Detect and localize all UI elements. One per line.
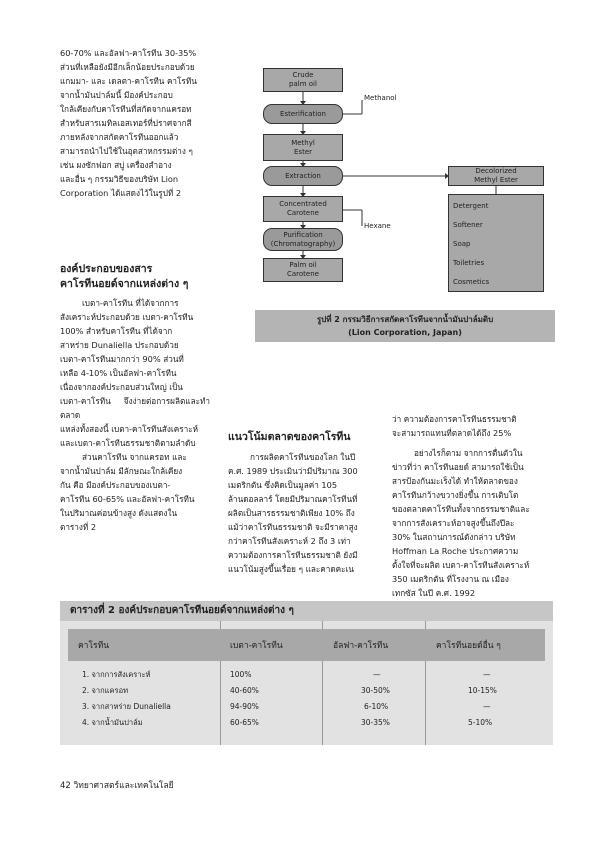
text-line: สามารถนำไปใช้ในอุตสาหกรรมต่าง ๆ bbox=[60, 146, 193, 156]
box-label: Carotene bbox=[287, 209, 319, 217]
table-cell: 40-60% bbox=[230, 686, 259, 695]
text-line: ตารางที่ 2 bbox=[60, 522, 97, 532]
page-footer: 42 วิทยาศาสตร์และเทคโนโลยี bbox=[60, 781, 174, 791]
text-line: แหล่งทั้งสองนี้ เบตา-คาโรทีนสังเคราะห์ bbox=[60, 424, 198, 434]
heading-line: คาโรทีนอยด์จากแหล่งต่าง ๆ bbox=[60, 278, 189, 290]
header-cell: อัลฟา-คาโรทีน bbox=[333, 641, 389, 651]
box-label: palm oil bbox=[289, 80, 317, 88]
table-cell: 10-15% bbox=[468, 686, 497, 695]
text-line: สังเคราะห์ประกอบด้วย เบตา-คาโรทีน bbox=[60, 312, 194, 322]
text-line: จากการสังเคราะห์อาจสูงขึ้นถึงปีละ bbox=[392, 518, 515, 528]
text-line: และอื่น ๆ กรรมวิธีของบริษัท Lion bbox=[60, 174, 179, 184]
text-line: เช่น ผงซักฟอก สบู่ เครื่องสำอาง bbox=[60, 160, 172, 170]
text-line: ความต้องการคาโรทีนธรรมชาติ ยังมี bbox=[228, 550, 358, 560]
text-line: ในปริมาณค่อนข้างสูง ดังแสดงใน bbox=[60, 508, 178, 518]
box-label: Decolorized bbox=[475, 167, 517, 175]
flow-products-box bbox=[448, 194, 544, 292]
text-line: เมตริกตัน ซึ่งคิดเป็นมูลค่า 105 bbox=[228, 480, 338, 490]
box-label: Extraction bbox=[285, 171, 321, 180]
table-row bbox=[68, 699, 545, 714]
text-line: ใกล้เคียงกับคาโรทีนที่สกัดจากแครอท bbox=[60, 104, 192, 114]
text-line: ภายหลังจากสกัดคาโรทีนออกแล้ว bbox=[60, 132, 179, 142]
text-line: 350 เมตริกตัน ที่โรงงาน ณ เมือง bbox=[392, 574, 509, 584]
figure-caption bbox=[255, 310, 555, 342]
text-line: ล้านดอลลาร์ โดยมีปริมาณคาโรทีนที่ bbox=[228, 494, 358, 504]
caption-source: (Lion Corporation, Japan) bbox=[348, 328, 462, 337]
product-item: Soap bbox=[453, 240, 471, 248]
box-label: Purification bbox=[283, 230, 323, 239]
text-line: ข่าวที่ว่า คาโรทีนอยด์ สามารถใช้เป็น bbox=[392, 462, 524, 472]
product-item: Cosmetics bbox=[453, 278, 490, 286]
col3-market-text bbox=[392, 412, 542, 600]
col1-intro-text bbox=[60, 46, 210, 200]
text-line: เหลือ 4-10% เป็นอัลฟา-คาโรทีน bbox=[60, 368, 177, 378]
text-line: คาโรทีน 60-65% และอัลฟา-คาโรทีน bbox=[60, 494, 195, 504]
text-line: แกมมา- และ เดลตา-คาโรทีน คาโรทีน bbox=[60, 76, 197, 86]
text-line: เบตา-คาโรทีน จึงง่ายต่อการผลิตและทำตลาด bbox=[60, 396, 210, 420]
table-cell: 60-65% bbox=[230, 718, 259, 727]
text-line: จะสามารถแทนที่ตลาดได้ถึง 25% bbox=[392, 428, 512, 438]
text-line: จากน้ำมันปาล์ม มีลักษณะใกล้เคียง bbox=[60, 466, 183, 476]
table-cell: 3. จากสาหร่าย Dunaliella bbox=[82, 701, 171, 711]
table-row bbox=[68, 715, 545, 730]
text-line: Corporation ได้แสดงไว้ในรูปที่ 2 bbox=[60, 188, 182, 198]
table-cell: 94-90% bbox=[230, 702, 259, 711]
text-line: ส่วนที่เหลือยังมีอีกเล็กน้อยประกอบด้วย bbox=[60, 62, 195, 72]
box-label: Concentrated bbox=[279, 200, 327, 208]
text-line: ว่า ความต้องการคาโรทีนธรรมชาติ bbox=[392, 414, 517, 424]
text-line: สำหรับสารเมทิลเอสเทอร์ที่ปราศจากสี bbox=[60, 118, 192, 128]
box-label: (Chromatography) bbox=[270, 239, 336, 248]
caption-title: รูปที่ 2 กรรมวิธีการสกัดคาโรทีนจากน้ำมันปาล์มดิบ bbox=[316, 315, 494, 324]
box-label: Ester bbox=[294, 147, 312, 156]
text-line: คาโรทีนกว้างขวางยิ่งขึ้น การเติบโต bbox=[392, 490, 519, 500]
table-cell: 100% bbox=[230, 670, 252, 679]
text-line: ค.ศ. 1989 ประเมินว่ามีปริมาณ 300 bbox=[228, 466, 358, 476]
flow-palm-oil-carotene bbox=[263, 258, 343, 282]
table-cell: 30-35% bbox=[361, 718, 390, 727]
product-item: Detergent bbox=[453, 202, 489, 210]
section-heading-market: แนวโน้มตลาดของคาโรทีน bbox=[228, 431, 351, 443]
heading-line: องค์ประกอบของสาร bbox=[60, 263, 153, 275]
table-cell: — bbox=[483, 702, 491, 711]
text-line: จากน้ำมันปาล์มนี้ มีองค์ประกอบ bbox=[60, 90, 173, 100]
text-line: เทกซัส ในปี ค.ศ. 1992 bbox=[392, 588, 476, 598]
table-cell: 4. จากน้ำมันปาล์ม bbox=[82, 717, 143, 727]
table-cell: 6-10% bbox=[364, 702, 389, 711]
flow-purification bbox=[263, 228, 343, 251]
table-row bbox=[68, 667, 545, 682]
text-line: แนวโน้มสูงขึ้นเรื่อย ๆ และคาดคะเน bbox=[228, 564, 354, 574]
flow-esterification bbox=[263, 104, 343, 124]
table-cell: 30-50% bbox=[361, 686, 390, 695]
text-line: ผลิตเป็นสารธรรมชาติเพียง 10% ถึง bbox=[228, 508, 355, 518]
table-cell: 5-10% bbox=[468, 718, 493, 727]
text-line: และเบตา-คาโรทีนธรรมชาติตามลำดับ bbox=[60, 438, 196, 448]
box-label: Carotene bbox=[287, 270, 319, 278]
text-line: กว่าคาโรทีนสังเคราะห์ 2 ถึง 3 เท่า bbox=[228, 536, 351, 546]
text-line: แม้ว่าคาโรทีนธรรมชาติ จะมีราคาสูง bbox=[228, 522, 358, 532]
col1-composition-text bbox=[60, 296, 210, 534]
box-label: Methyl Ester bbox=[474, 176, 518, 184]
text-line: ตั้งใจที่จะผลิต เบตา-คาโรทีนสังเคราะห์ bbox=[392, 560, 530, 570]
flow-methanol-label: Methanol bbox=[364, 94, 397, 102]
col2-market-text bbox=[228, 450, 378, 576]
text-line: การผลิตคาโรทีนของโลก ในปี bbox=[250, 452, 356, 462]
text-line: สารป้องกันมะเร็งได้ ทำให้ตลาดของ bbox=[392, 476, 518, 486]
flow-concentrated-carotene bbox=[263, 196, 343, 222]
header-cell: เบตา-คาโรทีน bbox=[230, 641, 283, 651]
flow-crude-palm-oil bbox=[263, 68, 343, 92]
text-line: Hoffman La Roche ประกาศความ bbox=[392, 546, 519, 556]
table-header bbox=[68, 629, 545, 661]
text-line: 60-70% และอัลฟา-คาโรทีน 30-35% bbox=[60, 48, 197, 58]
table-title: ตารางที่ 2 องค์ประกอบคาโรทีนอยด์จากแหล่งต่าง ๆ bbox=[60, 601, 553, 621]
text-line: เบตา-คาโรทีน ที่ได้จากการ bbox=[82, 298, 179, 308]
table-cell: — bbox=[373, 670, 381, 679]
box-label: Crude bbox=[292, 71, 314, 79]
box-label: Palm oil bbox=[289, 261, 317, 269]
text-line: ส่วนคาโรทีน จากแครอท และ bbox=[82, 452, 187, 462]
table-cell: — bbox=[483, 670, 491, 679]
text-line: สาหร่าย Dunaliella ประกอบด้วย bbox=[60, 340, 179, 350]
text-line: อย่างไรก็ตาม จากการตื่นตัวใน bbox=[414, 448, 523, 458]
flow-decolorized-methyl-ester bbox=[448, 166, 544, 186]
box-label: Methyl bbox=[291, 138, 315, 147]
product-item: Softener bbox=[453, 221, 483, 229]
table-cell: 2. จากแครอท bbox=[82, 685, 129, 695]
product-item: Toiletries bbox=[453, 259, 485, 267]
header-cell: คาโรทีนอยด์อื่น ๆ bbox=[436, 641, 501, 651]
flow-hexane-label: Hexane bbox=[364, 222, 391, 230]
table-row bbox=[68, 683, 545, 698]
section-heading-composition bbox=[60, 262, 220, 292]
text-line: 100% สำหรับคาโรทีน ที่ได้จาก bbox=[60, 326, 173, 336]
flow-methyl-ester bbox=[263, 134, 343, 161]
text-line: 30% ในสถานการณ์ดังกล่าว บริษัท bbox=[392, 532, 516, 542]
text-line: ของตลาดคาโรทีนทั้งจากธรรมชาติและ bbox=[392, 504, 530, 514]
table-cell: 1. จากการสังเคราะห์ bbox=[82, 669, 151, 679]
flow-extraction bbox=[263, 166, 343, 186]
text-line: กัน คือ มีองค์ประกอบของเบตา- bbox=[60, 480, 171, 490]
header-cell: คาโรทีน bbox=[78, 641, 110, 651]
text-line: เนื่องจากองค์ประกอบส่วนใหญ่ เป็น bbox=[60, 382, 183, 392]
composition-table bbox=[60, 621, 553, 745]
text-line: เบตา-คาโรทีนมากกว่า 90% ส่วนที่ bbox=[60, 354, 184, 364]
box-label: Esterification bbox=[280, 109, 326, 118]
